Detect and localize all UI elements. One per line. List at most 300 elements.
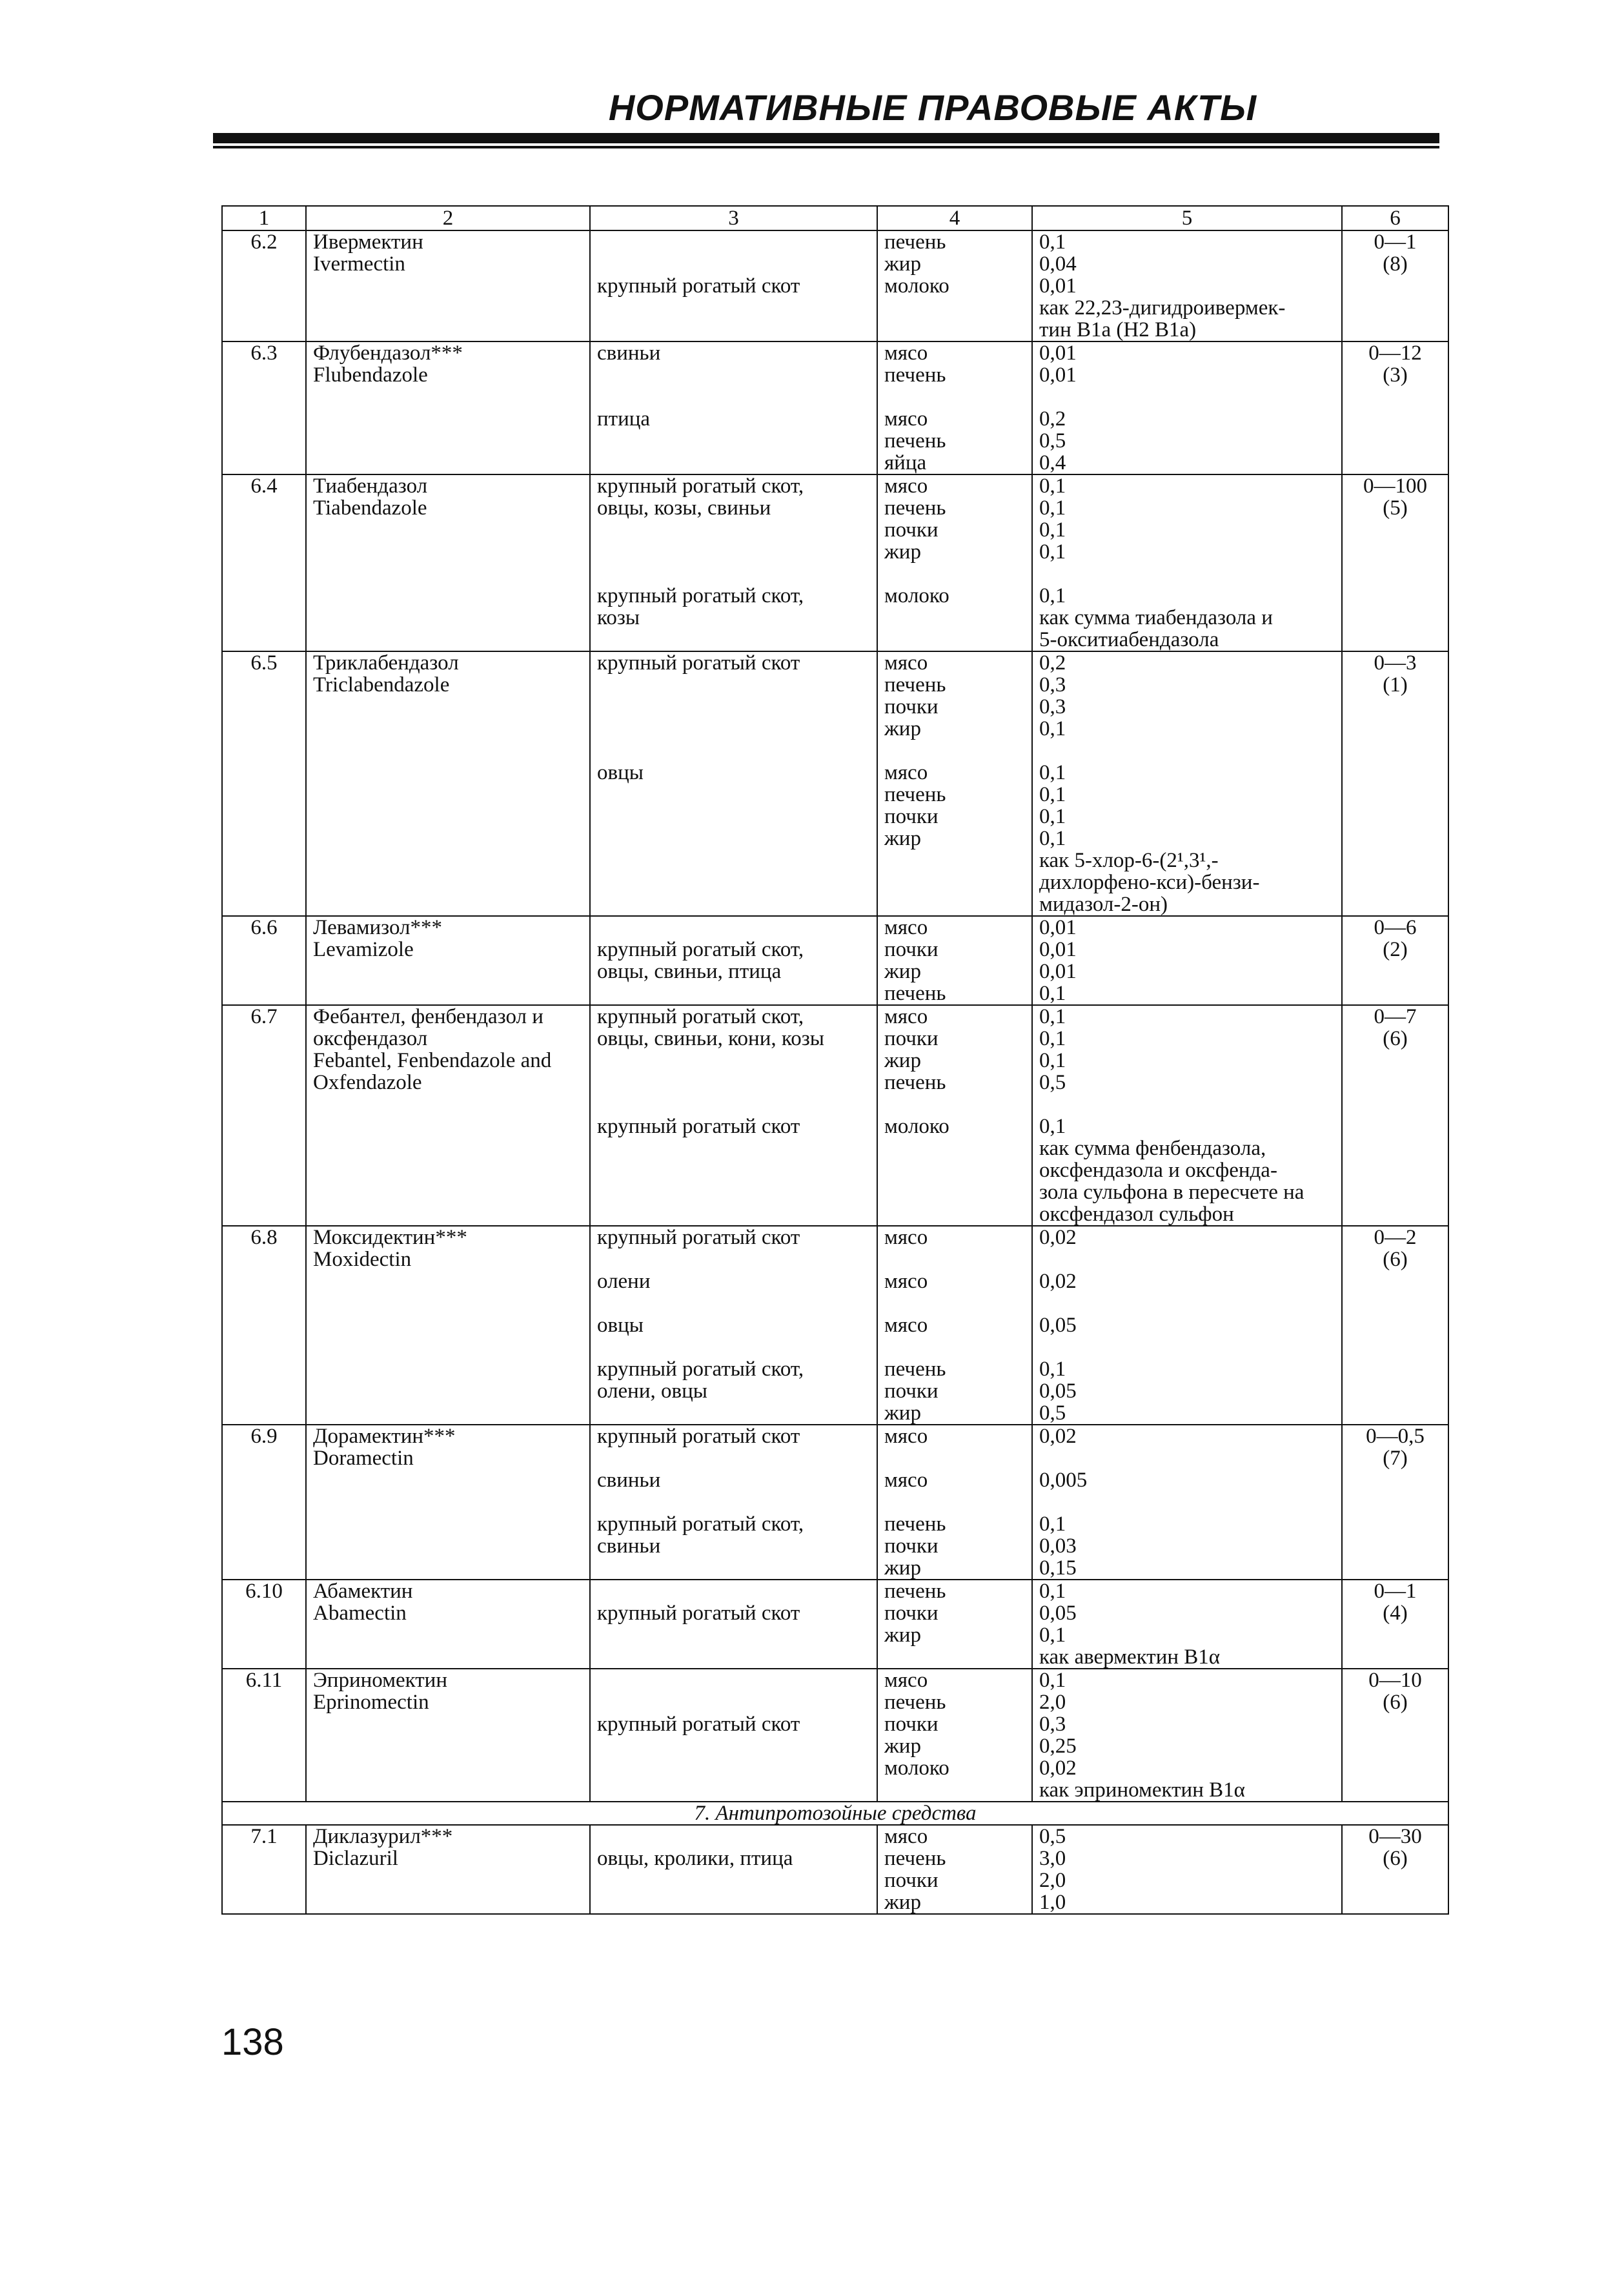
- table-row: [222, 1226, 1448, 1425]
- group-gap: [1039, 1336, 1335, 1358]
- filler: [597, 452, 870, 474]
- mrl-value-line: 0,1: [1039, 518, 1066, 542]
- species-line: крупный рогатый скот: [597, 1226, 800, 1249]
- species-cell: [590, 1669, 877, 1802]
- mrl-value-line: 2,0: [1039, 1691, 1066, 1714]
- column-number: 2: [306, 206, 590, 230]
- substance-name-line: Диклазурил***: [313, 1825, 453, 1848]
- table-item: [222, 651, 1448, 916]
- tissue-cell: [877, 1825, 1032, 1914]
- table-item: [222, 341, 1448, 474]
- adi-line: 0—1: [1374, 230, 1417, 254]
- mrl-value-line: 0,1: [1039, 540, 1066, 564]
- substance-name-line: Abamectin: [313, 1602, 407, 1625]
- filler: [597, 319, 870, 341]
- table-row: [222, 651, 1448, 916]
- tissue-line: жир: [884, 827, 921, 850]
- species-cell: [590, 1005, 877, 1226]
- group-gap: [884, 1248, 1025, 1270]
- tissue-line: мясо: [884, 1825, 928, 1848]
- filler: [884, 607, 1025, 629]
- tissue-cell: [877, 1669, 1032, 1802]
- item-number: 7.1: [222, 1825, 306, 1914]
- mrl-value-cell: [1032, 230, 1342, 341]
- mrl-value-line: 0,5: [1039, 1401, 1066, 1425]
- adi-line: 0—10: [1368, 1669, 1422, 1692]
- filler: [597, 1891, 870, 1913]
- substance-name-line: Моксидектин***: [313, 1226, 467, 1249]
- tissue-line: печень: [884, 1358, 946, 1381]
- tissue-cell: [877, 341, 1032, 474]
- tissue-line: почки: [884, 1713, 939, 1736]
- group-gap: [884, 1447, 1025, 1469]
- mrl-value-line: 0,1: [1039, 717, 1066, 740]
- species-line: олени, овцы: [597, 1379, 707, 1403]
- mrl-value-line: 0,1: [1039, 1027, 1066, 1050]
- adi-line: (6): [1383, 1691, 1408, 1714]
- substance-name-line: Doramectin: [313, 1447, 414, 1470]
- mrl-value-line: 0,1: [1039, 1669, 1066, 1692]
- filler: [597, 982, 870, 1004]
- mrl-value-line: 0,3: [1039, 673, 1066, 697]
- mrl-value-line: 0,02: [1039, 1756, 1077, 1780]
- mrl-value-line: как авермектин B1α: [1039, 1645, 1221, 1669]
- species-line: овцы, кролики, птица: [597, 1847, 793, 1870]
- substance-name: [306, 1425, 590, 1580]
- tissue-cell: [877, 230, 1032, 341]
- mrl-value-line: 2,0: [1039, 1869, 1066, 1892]
- substance-name: [306, 1825, 590, 1914]
- mrl-value-line: 0,1: [1039, 230, 1066, 254]
- filler: [884, 850, 1025, 871]
- substance-name-line: Oxfendazole: [313, 1071, 422, 1094]
- item-number: 6.4: [222, 474, 306, 651]
- mrl-value-line: 0,1: [1039, 1580, 1066, 1603]
- substance-name-line: Moxidectin: [313, 1248, 412, 1271]
- substance-name: [306, 1580, 590, 1669]
- mrl-value-line: 0,5: [1039, 429, 1066, 453]
- tissue-line: печень: [884, 429, 946, 453]
- adi-line: 0—30: [1368, 1825, 1422, 1848]
- mrl-value-cell: [1032, 1825, 1342, 1914]
- substance-name-line: Tiabendazole: [313, 496, 427, 520]
- mrl-value-line: мидазол-2-он): [1039, 893, 1168, 916]
- filler: [884, 1779, 1025, 1801]
- species-cell: [590, 1580, 877, 1669]
- tissue-line: молоко: [884, 584, 949, 607]
- mrl-value-line: как эприномектин B1α: [1039, 1778, 1245, 1802]
- species-cell: [590, 230, 877, 341]
- mrl-value-line: как сумма фенбендазола,: [1039, 1137, 1266, 1160]
- tissue-line: мясо: [884, 1314, 928, 1337]
- adi-line: (6): [1383, 1847, 1408, 1870]
- group-gap: [597, 1248, 870, 1270]
- group-gap: [597, 1292, 870, 1314]
- species-line: свиньи: [597, 1534, 661, 1558]
- species-line: крупный рогатый скот,: [597, 1005, 804, 1028]
- section-body: [222, 1802, 1448, 1825]
- filler: [597, 784, 870, 806]
- group-gap: [1039, 386, 1335, 408]
- adi-cell: [1342, 1580, 1448, 1669]
- adi-line: (3): [1383, 363, 1408, 387]
- tissue-line: мясо: [884, 1226, 928, 1249]
- filler: [597, 1402, 870, 1424]
- mrl-value-line: 0,1: [1039, 1623, 1066, 1647]
- mrl-value-line: 0,02: [1039, 1270, 1077, 1293]
- table-item: [222, 916, 1448, 1005]
- substance-name: [306, 651, 590, 916]
- tissue-line: почки: [884, 1027, 939, 1050]
- adi-line: (5): [1383, 496, 1408, 520]
- filler: [597, 718, 870, 740]
- adi-line: 0—6: [1374, 916, 1417, 939]
- mrl-value-line: 0,1: [1039, 1005, 1066, 1028]
- tissue-line: молоко: [884, 1115, 949, 1138]
- table-item: [222, 1425, 1448, 1580]
- column-number: 4: [877, 206, 1032, 230]
- mrl-value-line: 0,03: [1039, 1534, 1077, 1558]
- tissue-cell: [877, 651, 1032, 916]
- filler: [597, 1181, 870, 1203]
- adi-cell: [1342, 1005, 1448, 1226]
- mrl-value-cell: [1032, 474, 1342, 651]
- table-row: [222, 1005, 1448, 1226]
- group-gap: [1039, 1491, 1335, 1513]
- item-number: 6.3: [222, 341, 306, 474]
- mrl-value-line: 0,5: [1039, 1071, 1066, 1094]
- filler: [597, 1757, 870, 1779]
- species-cell: [590, 341, 877, 474]
- filler: [597, 893, 870, 915]
- adi-line: 0—2: [1374, 1226, 1417, 1249]
- species-line: овцы: [597, 761, 644, 784]
- tissue-line: молоко: [884, 274, 949, 298]
- tissue-cell: [877, 1005, 1032, 1226]
- species-cell: [590, 1425, 877, 1580]
- item-number: 6.2: [222, 230, 306, 341]
- item-number: 6.8: [222, 1226, 306, 1425]
- adi-line: (8): [1383, 252, 1408, 276]
- adi-line: (7): [1383, 1447, 1408, 1470]
- mrl-value-line: 1,0: [1039, 1891, 1066, 1914]
- group-gap: [1039, 1248, 1335, 1270]
- mrl-value-line: 0,05: [1039, 1314, 1077, 1337]
- filler: [597, 871, 870, 893]
- mrl-value-line: зола сульфона в пересчете на: [1039, 1181, 1304, 1204]
- species-line: овцы: [597, 1314, 644, 1337]
- filler: [597, 1735, 870, 1757]
- species-line: [597, 1580, 870, 1602]
- species-line: крупный рогатый скот,: [597, 938, 804, 961]
- species-line: овцы, козы, свиньи: [597, 496, 771, 520]
- mrl-value-cell: [1032, 1005, 1342, 1226]
- mrl-value-line: 0,1: [1039, 1512, 1066, 1536]
- substance-name-line: Flubendazole: [313, 363, 428, 387]
- species-line: птица: [597, 407, 651, 431]
- group-gap: [597, 1491, 870, 1513]
- tissue-line: мясо: [884, 916, 928, 939]
- table-row: [222, 474, 1448, 651]
- group-gap: [884, 1094, 1025, 1115]
- group-gap: [1039, 1447, 1335, 1469]
- tissue-line: жир: [884, 1556, 921, 1580]
- mrl-value-line: 5-окситиабендазола: [1039, 628, 1219, 651]
- page-header: [213, 83, 1624, 141]
- mrl-value-cell: [1032, 916, 1342, 1005]
- group-gap: [597, 1336, 870, 1358]
- tissue-line: жир: [884, 252, 921, 276]
- tissue-line: жир: [884, 960, 921, 983]
- mrl-value-line: как 22,23-дигидроивермек-: [1039, 296, 1286, 320]
- substance-name-line: Ивермектин: [313, 230, 423, 254]
- mrl-value-line: 0,01: [1039, 363, 1077, 387]
- filler: [884, 1181, 1025, 1203]
- table-row: [222, 916, 1448, 1005]
- tissue-line: молоко: [884, 1756, 949, 1780]
- mrl-value-line: как сумма тиабендазола и: [1039, 606, 1273, 629]
- tissue-line: печень: [884, 1580, 946, 1603]
- group-gap: [1039, 563, 1335, 585]
- mrl-value-line: 0,5: [1039, 1825, 1066, 1848]
- tissue-cell: [877, 1226, 1032, 1425]
- table-item: [222, 1580, 1448, 1669]
- substance-name-line: Diclazuril: [313, 1847, 398, 1870]
- filler: [597, 674, 870, 696]
- tissue-cell: [877, 1425, 1032, 1580]
- filler: [597, 1072, 870, 1094]
- mrl-value-line: 0,4: [1039, 451, 1066, 474]
- tissue-line: печень: [884, 363, 946, 387]
- mrl-value-line: 0,1: [1039, 805, 1066, 828]
- filler: [597, 629, 870, 651]
- mrl-value-line: оксфендазол сульфон: [1039, 1203, 1234, 1226]
- mrl-value-line: 0,05: [1039, 1379, 1077, 1403]
- tissue-line: жир: [884, 1623, 921, 1647]
- species-line: крупный рогатый скот: [597, 1115, 800, 1138]
- species-line: крупный рогатый скот: [597, 274, 800, 298]
- species-line: овцы, свиньи, кони, козы: [597, 1027, 824, 1050]
- tissue-line: жир: [884, 1049, 921, 1072]
- tissue-line: почки: [884, 1379, 939, 1403]
- mrl-value-line: 0,01: [1039, 341, 1077, 365]
- adi-line: 0—100: [1363, 474, 1427, 498]
- filler: [597, 1159, 870, 1181]
- group-gap: [884, 1491, 1025, 1513]
- adi-cell: [1342, 474, 1448, 651]
- substance-name: [306, 341, 590, 474]
- adi-line: (1): [1383, 673, 1408, 697]
- substance-name-line: Triclabendazole: [313, 673, 450, 697]
- species-line: свиньи: [597, 341, 661, 365]
- filler: [884, 871, 1025, 893]
- table-row: [222, 1669, 1448, 1802]
- species-line: крупный рогатый скот: [597, 1602, 800, 1625]
- tissue-line: почки: [884, 518, 939, 542]
- species-cell: [590, 1226, 877, 1425]
- substance-name-line: Флубендазол***: [313, 341, 463, 365]
- tissue-line: печень: [884, 783, 946, 806]
- tissue-line: мясо: [884, 1669, 928, 1692]
- species-line: крупный рогатый скот,: [597, 1512, 804, 1536]
- tissue-line: жир: [884, 540, 921, 564]
- adi-line: 0—7: [1374, 1005, 1417, 1028]
- mrl-value-line: 0,005: [1039, 1469, 1088, 1492]
- tissue-line: жир: [884, 1401, 921, 1425]
- table-row: [222, 1580, 1448, 1669]
- column-number: 6: [1342, 206, 1448, 230]
- mrl-value-line: 0,02: [1039, 1226, 1077, 1249]
- adi-cell: [1342, 1669, 1448, 1802]
- header-rule-thin: [213, 146, 1439, 148]
- filler: [597, 806, 870, 828]
- tissue-line: мясо: [884, 761, 928, 784]
- tissue-line: печень: [884, 1512, 946, 1536]
- species-line: крупный рогатый скот,: [597, 584, 804, 607]
- mrl-value-line: 0,25: [1039, 1735, 1077, 1758]
- table-row: [222, 1425, 1448, 1580]
- table-row: [222, 230, 1448, 341]
- tissue-line: печень: [884, 496, 946, 520]
- table-item: [222, 474, 1448, 651]
- group-gap: [884, 563, 1025, 585]
- tissue-cell: [877, 916, 1032, 1005]
- item-number: 6.11: [222, 1669, 306, 1802]
- item-number: 6.9: [222, 1425, 306, 1580]
- group-gap: [1039, 1292, 1335, 1314]
- mrl-value-line: 0,1: [1039, 1115, 1066, 1138]
- header-rule: [213, 133, 1439, 143]
- mrl-value-line: 0,01: [1039, 960, 1077, 983]
- filler: [597, 1779, 870, 1801]
- group-gap: [597, 740, 870, 762]
- filler: [884, 1646, 1025, 1668]
- tissue-line: мясо: [884, 651, 928, 675]
- filler: [597, 1646, 870, 1668]
- species-line: [597, 231, 870, 253]
- mrl-value-cell: [1032, 651, 1342, 916]
- mrl-value-line: 0,1: [1039, 496, 1066, 520]
- mrl-value-line: 0,1: [1039, 1358, 1066, 1381]
- substance-name-line: Триклабендазол: [313, 651, 459, 675]
- species-line: крупный рогатый скот,: [597, 474, 804, 498]
- filler: [597, 297, 870, 319]
- mrl-value-line: 0,1: [1039, 761, 1066, 784]
- mrl-value-line: 0,2: [1039, 651, 1066, 675]
- group-gap: [597, 1447, 870, 1469]
- substance-name: [306, 916, 590, 1005]
- filler: [597, 430, 870, 452]
- group-gap: [884, 386, 1025, 408]
- table-item: [222, 1825, 1448, 1914]
- tissue-line: мясо: [884, 407, 928, 431]
- group-gap: [1039, 740, 1335, 762]
- adi-line: (2): [1383, 938, 1408, 961]
- tissue-line: мясо: [884, 1425, 928, 1448]
- filler: [597, 1869, 870, 1891]
- mrl-value-line: 0,04: [1039, 252, 1077, 276]
- adi-cell: [1342, 1425, 1448, 1580]
- mrl-value-line: 0,15: [1039, 1556, 1077, 1580]
- filler: [597, 541, 870, 563]
- filler: [884, 297, 1025, 319]
- group-gap: [1039, 1094, 1335, 1115]
- mrl-value-line: 0,01: [1039, 274, 1077, 298]
- mrl-value-line: 0,1: [1039, 783, 1066, 806]
- substance-name-line: Фебантел, фенбендазол и: [313, 1005, 543, 1028]
- tissue-line: мясо: [884, 1469, 928, 1492]
- residue-limits-table: [221, 205, 1449, 1915]
- tissue-line: печень: [884, 673, 946, 697]
- tissue-line: печень: [884, 1071, 946, 1094]
- filler: [597, 1624, 870, 1646]
- section-title: 7. Антипротозойные средства: [222, 1802, 1448, 1825]
- adi-line: 0—3: [1374, 651, 1417, 675]
- page-header-title: НОРМАТИВНЫЕ ПРАВОВЫЕ АКТЫ: [608, 87, 1257, 128]
- filler: [597, 1203, 870, 1225]
- species-line: [597, 1691, 870, 1713]
- group-gap: [597, 386, 870, 408]
- table-row: [222, 341, 1448, 474]
- substance-name-line: Дорамектин***: [313, 1425, 456, 1448]
- filler: [884, 629, 1025, 651]
- mrl-value-line: 0,3: [1039, 695, 1066, 718]
- filler: [597, 696, 870, 718]
- species-cell: [590, 474, 877, 651]
- table-item: [222, 1669, 1448, 1802]
- filler: [884, 1203, 1025, 1225]
- substance-name-line: Тиабендазол: [313, 474, 428, 498]
- adi-line: 0—1: [1374, 1580, 1417, 1603]
- tissue-line: почки: [884, 805, 939, 828]
- adi-line: 0—0,5: [1366, 1425, 1425, 1448]
- mrl-value-line: тин B1a (H2 B1a): [1039, 318, 1197, 341]
- tissue-line: печень: [884, 230, 946, 254]
- species-line: [597, 917, 870, 939]
- item-number: 6.7: [222, 1005, 306, 1226]
- column-number: 1: [222, 206, 306, 230]
- filler: [597, 850, 870, 871]
- substance-name-line: Ivermectin: [313, 252, 405, 276]
- species-line: [597, 1669, 870, 1691]
- species-cell: [590, 916, 877, 1005]
- section-row: [222, 1802, 1448, 1825]
- species-cell: [590, 651, 877, 916]
- adi-cell: [1342, 341, 1448, 474]
- species-line: крупный рогатый скот: [597, 1425, 800, 1448]
- tissue-line: жир: [884, 1735, 921, 1758]
- tissue-line: печень: [884, 1847, 946, 1870]
- filler: [884, 1137, 1025, 1159]
- column-number: 3: [590, 206, 877, 230]
- table-item: [222, 1005, 1448, 1226]
- mrl-value-line: 0,02: [1039, 1425, 1077, 1448]
- group-gap: [884, 1336, 1025, 1358]
- table-item: [222, 230, 1448, 341]
- adi-line: (6): [1383, 1027, 1408, 1050]
- substance-name-line: Eprinomectin: [313, 1691, 429, 1714]
- species-line: крупный рогатый скот: [597, 651, 800, 675]
- mrl-value-line: 0,1: [1039, 827, 1066, 850]
- adi-line: (6): [1383, 1248, 1408, 1271]
- table-row: [222, 1825, 1448, 1914]
- adi-cell: [1342, 651, 1448, 916]
- column-number: 5: [1032, 206, 1342, 230]
- species-line: олени: [597, 1270, 651, 1293]
- mrl-value-line: 0,05: [1039, 1602, 1077, 1625]
- mrl-value-line: дихлорфено-кси)-бензи-: [1039, 871, 1260, 894]
- group-gap: [597, 563, 870, 585]
